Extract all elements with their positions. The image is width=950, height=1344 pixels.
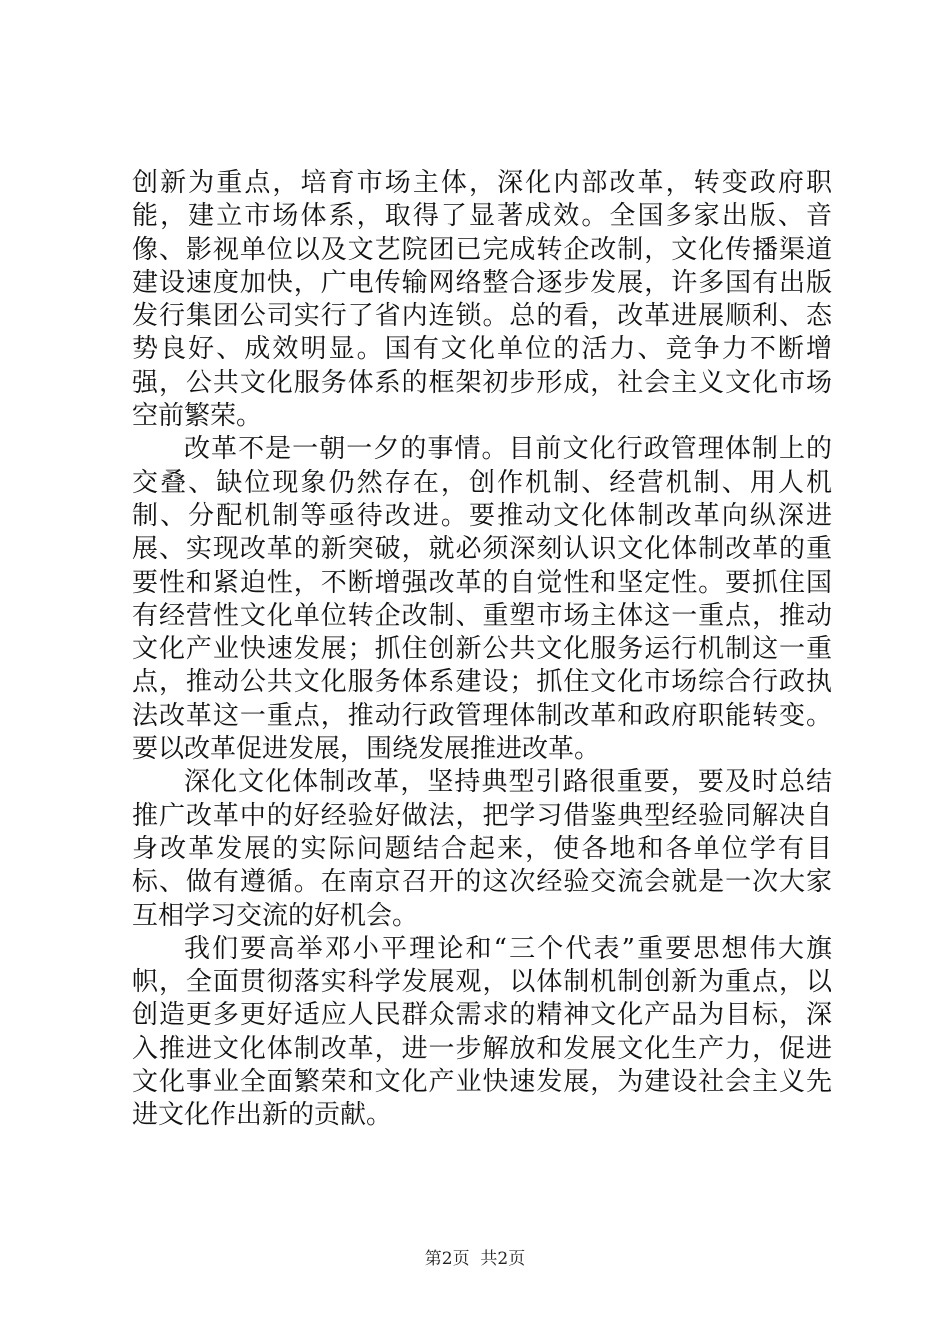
paragraph-3: 深化文化体制改革，坚持典型引路很重要，要及时总结推广改革中的好经验好做法，把学习借鉴典型经验同解决自身改革发展的实际问题结合起来，使各地和各单位学有目标、做有遵循。在南京召开的这次经验交流会就是一次大家互相学习交流的好机会。 <box>132 767 832 931</box>
document-body <box>132 167 832 1133</box>
paragraph-1: 创新为重点，培育市场主体，深化内部改革，转变政府职能，建立市场体系，取得了显著成效。全国多家出版、音像、影视单位以及文艺院团已完成转企改制，文化传播渠道建设速度加快，广电传输网络整合逐步发展，许多国有出版发行集团公司实行了省内连锁。总的看，改革进展顺利、态势良好、成效明显。国有文化单位的活力、竞争力不断增强，公共文化服务体系的框架初步形成，社会主义文化市场空前繁荣。 <box>132 168 832 432</box>
page-footer <box>0 1244 950 1269</box>
page-number-label: 第2页 共2页 <box>424 1249 526 1269</box>
paragraph-2: 改革不是一朝一夕的事情。目前文化行政管理体制上的交叠、缺位现象仍然存在，创作机制、经营机制、用人机制、分配机制等亟待改进。要推动文化体制改革向纵深进展、实现改革的新突破，就必须深刻认识文化体制改革的重要性和紧迫性，不断增强改革的自觉性和坚定性。要抓住国有经营性文化单位转企改制、重塑市场主体这一重点，推动文化产业快速发展；抓住创新公共文化服务运行机制这一重点，推动公共文化服务体系建设；抓住文化市场综合行政执法改革这一重点，推动行政管理体制改革和政府职能转变。要以改革促进发展，围绕发展推进改革。 <box>132 434 832 765</box>
paragraph-4: 我们要高举邓小平理论和“三个代表”重要思想伟大旗帜，全面贯彻落实科学发展观，以体制机制创新为重点，以创造更多更好适应人民群众需求的精神文化产品为目标，深入推进文化体制改革，进一步解放和发展文化生产力，促进文化事业全面繁荣和文化产业快速发展，为建设社会主义先进文化作出新的贡献。 <box>132 933 832 1131</box>
